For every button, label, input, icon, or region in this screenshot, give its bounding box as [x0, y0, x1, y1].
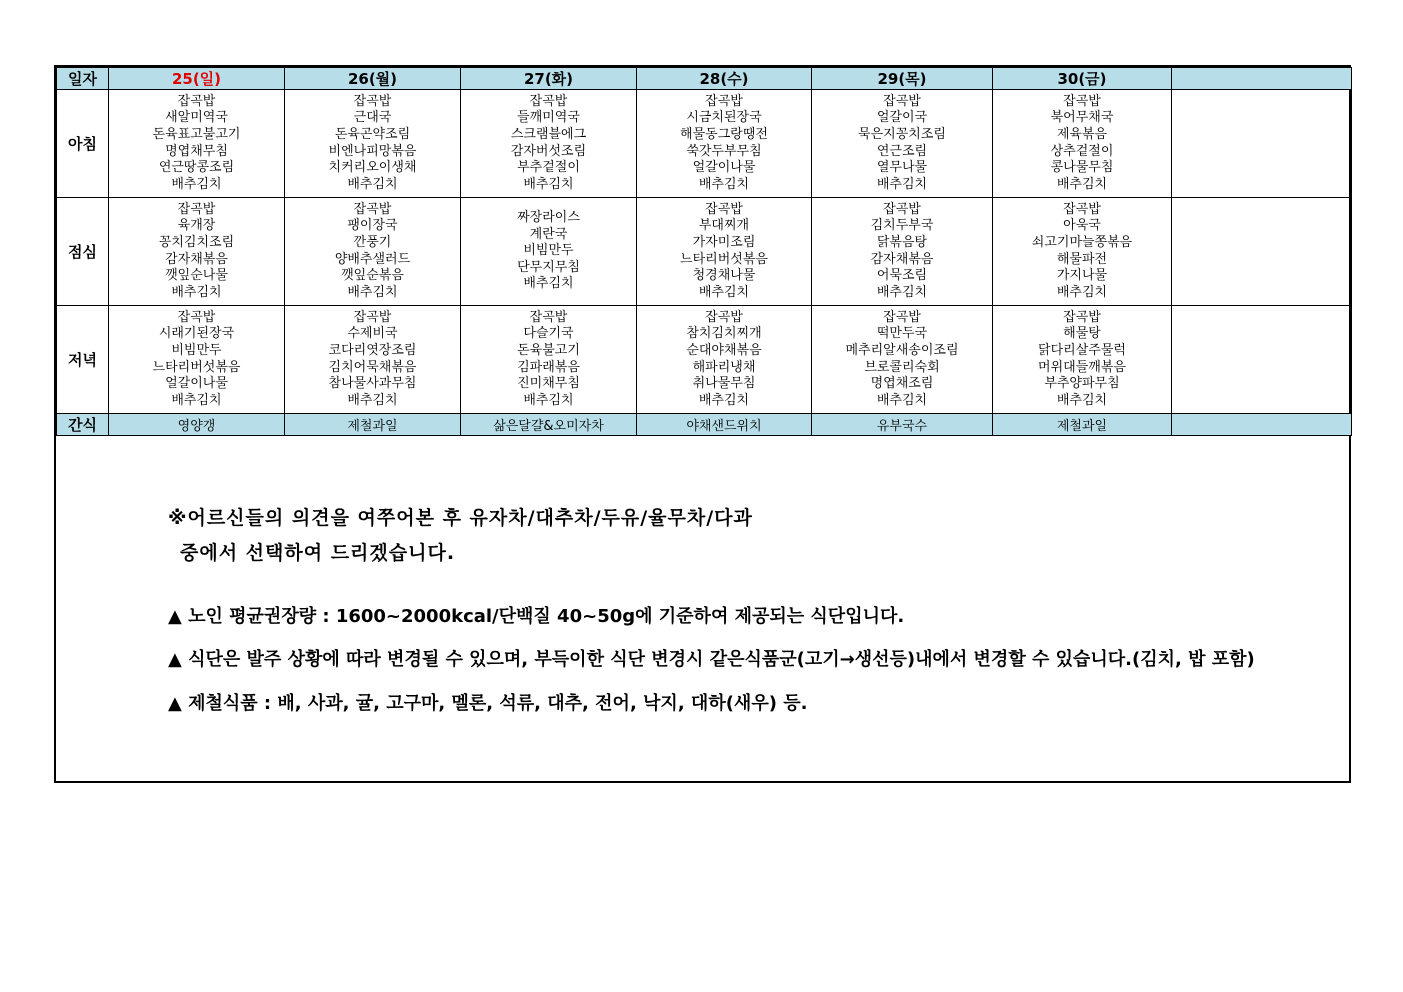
dish-item: 진미채무침 — [517, 376, 580, 392]
breakfast-row — [57, 90, 1352, 198]
dish-item: 얼갈이나물 — [165, 376, 228, 392]
dish-item: 새알미역국 — [165, 110, 228, 126]
dish-item: 명엽채조림 — [870, 376, 934, 392]
menu-cell — [637, 306, 812, 414]
dish-item: 아욱국 — [1063, 218, 1101, 234]
menu-cell — [285, 90, 461, 198]
menu-cell — [993, 306, 1172, 414]
dish-item: 배추김치 — [171, 284, 222, 300]
dish-item: 해물탕 — [1063, 326, 1101, 342]
dish-item: 시래기된장국 — [158, 326, 235, 342]
note-bullet-calories: ▲ 노인 평균권장량 : 1600~2000kcal/단백질 40~50g에 기준하여 제공되는 식단입니다. — [168, 606, 905, 627]
day-header: 25(일) — [109, 68, 285, 90]
dish-item: 제육볶음 — [1056, 126, 1108, 142]
dish-item: 시금치된장국 — [686, 110, 762, 126]
dish-item: 배추김치 — [698, 176, 750, 192]
dish-item: 배추김치 — [1056, 392, 1108, 408]
dish-item: 팽이장국 — [347, 218, 398, 234]
menu-cell — [812, 306, 993, 414]
snack-cell: 야채샌드위치 — [637, 414, 812, 436]
dish-item: 참나물사과무침 — [328, 376, 417, 392]
dish-item: 느타리버섯볶음 — [152, 359, 241, 375]
dish-item: 잡곡밥 — [529, 309, 568, 325]
dish-item: 계란국 — [529, 226, 568, 242]
dish-item: 양배추샐러드 — [334, 251, 411, 267]
dish-item: 북어무채국 — [1050, 110, 1114, 126]
note-bullet-seasonal: ▲ 제철식품 : 배, 사과, 귤, 고구마, 멜론, 석류, 대추, 전어, 낙지, 대하(새우) 등. — [168, 693, 808, 714]
dish-item: 감자채볶음 — [165, 251, 228, 267]
menu-cell — [812, 90, 993, 198]
dish-item: 쑥갓두부무침 — [686, 143, 762, 159]
dish-item: 돈육곤약조림 — [334, 126, 411, 142]
dish-item: 비빔만두 — [523, 243, 574, 259]
weekly-menu-table — [56, 67, 1352, 436]
dish-item: 얼갈이나물 — [692, 160, 756, 176]
dish-item: 잡곡밥 — [177, 309, 216, 325]
notes-section — [56, 435, 1349, 781]
date-label: 일자 — [57, 68, 109, 90]
day-header — [1172, 68, 1352, 90]
dish-item: 부대찌개 — [698, 218, 750, 234]
day-header: 29(목) — [812, 68, 993, 90]
day-header: 28(수) — [637, 68, 812, 90]
dish-item: 잡곡밥 — [177, 201, 216, 217]
dish-item: 배추김치 — [876, 284, 928, 300]
dish-item: 열무나물 — [876, 160, 928, 176]
note-bullet-changes: ▲ 식단은 발주 상황에 따라 변경될 수 있으며, 부득이한 식단 변경시 같은식품군(고기→생선등)내에서 변경할 수 있습니다.(김치, 밥 포함) — [168, 649, 1255, 670]
dish-item: 해물동그랑땡전 — [680, 126, 768, 142]
dish-item: 돈육표고불고기 — [152, 126, 241, 142]
dish-item: 감자채볶음 — [870, 251, 934, 267]
note-line-2: 중에서 선택하여 드리겠습니다. — [180, 542, 456, 564]
menu-cell — [461, 90, 637, 198]
dish-item: 잡곡밥 — [177, 93, 216, 109]
menu-cell — [1172, 90, 1352, 198]
meal-label-lunch: 점심 — [57, 198, 109, 306]
dish-item: 브로콜리숙회 — [864, 359, 940, 375]
dish-item: 잡곡밥 — [705, 93, 743, 109]
dish-item: 해물파전 — [1056, 251, 1108, 267]
dish-item: 배추김치 — [171, 392, 222, 408]
dish-item: 잡곡밥 — [353, 309, 392, 325]
dish-item: 잡곡밥 — [883, 93, 921, 109]
dish-item: 취나물무침 — [692, 376, 756, 392]
dish-item: 잡곡밥 — [1063, 201, 1101, 217]
snack-row — [57, 414, 1352, 436]
snack-cell: 유부국수 — [812, 414, 993, 436]
dish-item: 배추김치 — [347, 284, 398, 300]
menu-cell — [285, 198, 461, 306]
dish-item: 잡곡밥 — [353, 201, 392, 217]
dish-item: 감자버섯조림 — [510, 143, 587, 159]
meal-label-snack: 간식 — [57, 414, 109, 436]
dish-item: 배추김치 — [171, 176, 222, 192]
dish-item: 스크램블에그 — [510, 126, 587, 142]
dish-item: 잡곡밥 — [705, 201, 743, 217]
dish-item: 들깨미역국 — [517, 110, 580, 126]
dish-item: 연근땅콩조림 — [158, 160, 235, 176]
dish-item: 배추김치 — [698, 284, 750, 300]
dish-item: 잡곡밥 — [353, 93, 392, 109]
dish-item: 잡곡밥 — [883, 309, 921, 325]
menu-cell — [109, 306, 285, 414]
menu-cell — [812, 198, 993, 306]
dish-item: 잡곡밥 — [529, 93, 568, 109]
dish-item: 수제비국 — [347, 326, 398, 342]
dish-item: 순대야채볶음 — [686, 342, 762, 358]
menu-cell — [461, 198, 637, 306]
date-header-row — [57, 68, 1352, 90]
dish-item: 부추양파무침 — [1044, 376, 1120, 392]
dish-item: 잡곡밥 — [883, 201, 921, 217]
dish-item: 닭다리살주물럭 — [1038, 342, 1126, 358]
meal-label-breakfast: 아침 — [57, 90, 109, 198]
dish-item: 배추김치 — [1056, 284, 1108, 300]
dish-item: 육개장 — [177, 218, 216, 234]
dish-item: 단무지무침 — [517, 259, 580, 275]
dish-item: 잡곡밥 — [1063, 309, 1101, 325]
dish-item: 짜장라이스 — [517, 210, 580, 226]
menu-cell — [637, 198, 812, 306]
dish-item: 꽁치김치조림 — [158, 234, 235, 250]
dish-item: 김치어묵채볶음 — [328, 359, 417, 375]
dish-item: 김파래볶음 — [517, 359, 580, 375]
dish-item: 명엽채무침 — [165, 143, 228, 159]
dish-item: 청경채나물 — [692, 268, 756, 284]
day-header: 27(화) — [461, 68, 637, 90]
dish-item: 참치김치찌개 — [686, 326, 762, 342]
dish-item: 근대국 — [353, 110, 392, 126]
dish-item: 배추김치 — [523, 176, 574, 192]
dish-item: 배추김치 — [347, 392, 398, 408]
snack-cell: 영양갱 — [109, 414, 285, 436]
dish-item: 가지나물 — [1056, 268, 1108, 284]
dish-item: 다슬기국 — [523, 326, 574, 342]
menu-cell — [109, 90, 285, 198]
dish-item: 해파리냉채 — [692, 359, 756, 375]
menu-cell — [285, 306, 461, 414]
dish-item: 콩나물무침 — [1050, 160, 1114, 176]
dish-item: 부추겉절이 — [517, 160, 580, 176]
meal-label-dinner: 저녁 — [57, 306, 109, 414]
dish-item: 김치두부국 — [870, 218, 934, 234]
dish-item: 깐풍기 — [353, 234, 392, 250]
dish-item: 메추리알새송이조림 — [845, 342, 959, 358]
menu-sheet — [54, 65, 1351, 783]
dish-item: 깻잎순볶음 — [341, 268, 404, 284]
dish-item: 배추김치 — [523, 392, 574, 408]
dish-item: 닭볶음탕 — [876, 234, 928, 250]
menu-cell — [637, 90, 812, 198]
dish-item: 얼갈이국 — [876, 110, 928, 126]
dish-item: 떡만두국 — [876, 326, 928, 342]
dish-item: 코다리엿장조림 — [328, 342, 417, 358]
menu-cell — [993, 198, 1172, 306]
dish-item: 가자미조림 — [692, 234, 756, 250]
dish-item: 잡곡밥 — [705, 309, 743, 325]
dish-item: 치커리오이생채 — [328, 160, 417, 176]
dish-item: 깻잎순나물 — [165, 268, 228, 284]
menu-cell — [1172, 198, 1352, 306]
menu-cell — [1172, 306, 1352, 414]
dish-item: 배추김치 — [347, 176, 398, 192]
menu-cell — [993, 90, 1172, 198]
dish-item: 상추겉절이 — [1050, 143, 1114, 159]
day-header: 30(금) — [993, 68, 1172, 90]
dish-item: 배추김치 — [876, 176, 928, 192]
dish-item: 배추김치 — [1056, 176, 1108, 192]
menu-cell — [109, 198, 285, 306]
snack-cell: 제철과일 — [285, 414, 461, 436]
dish-item: 잡곡밥 — [1063, 93, 1101, 109]
dish-item: 연근조림 — [876, 143, 928, 159]
dish-item: 배추김치 — [698, 392, 750, 408]
dish-item: 배추김치 — [876, 392, 928, 408]
dish-item: 비빔만두 — [171, 342, 222, 358]
dinner-row — [57, 306, 1352, 414]
dish-item: 쇠고기마늘쫑볶음 — [1031, 234, 1133, 250]
snack-cell — [1172, 414, 1352, 436]
dish-item: 배추김치 — [523, 276, 574, 292]
dish-item: 비엔나피망볶음 — [328, 143, 417, 159]
snack-cell: 삶은달걀&오미자차 — [461, 414, 637, 436]
dish-item: 어묵조림 — [876, 268, 928, 284]
dish-item: 돈육불고기 — [517, 342, 580, 358]
day-header: 26(월) — [285, 68, 461, 90]
dish-item: 머위대들깨볶음 — [1038, 359, 1126, 375]
note-line-1: ※어르신들의 의견을 여쭈어본 후 유자차/대추차/두유/율무차/다과 — [168, 507, 753, 529]
dish-item: 느타리버섯볶음 — [680, 251, 768, 267]
dish-item: 묵은지꽁치조림 — [858, 126, 946, 142]
menu-cell — [461, 306, 637, 414]
snack-cell: 제철과일 — [993, 414, 1172, 436]
lunch-row — [57, 198, 1352, 306]
